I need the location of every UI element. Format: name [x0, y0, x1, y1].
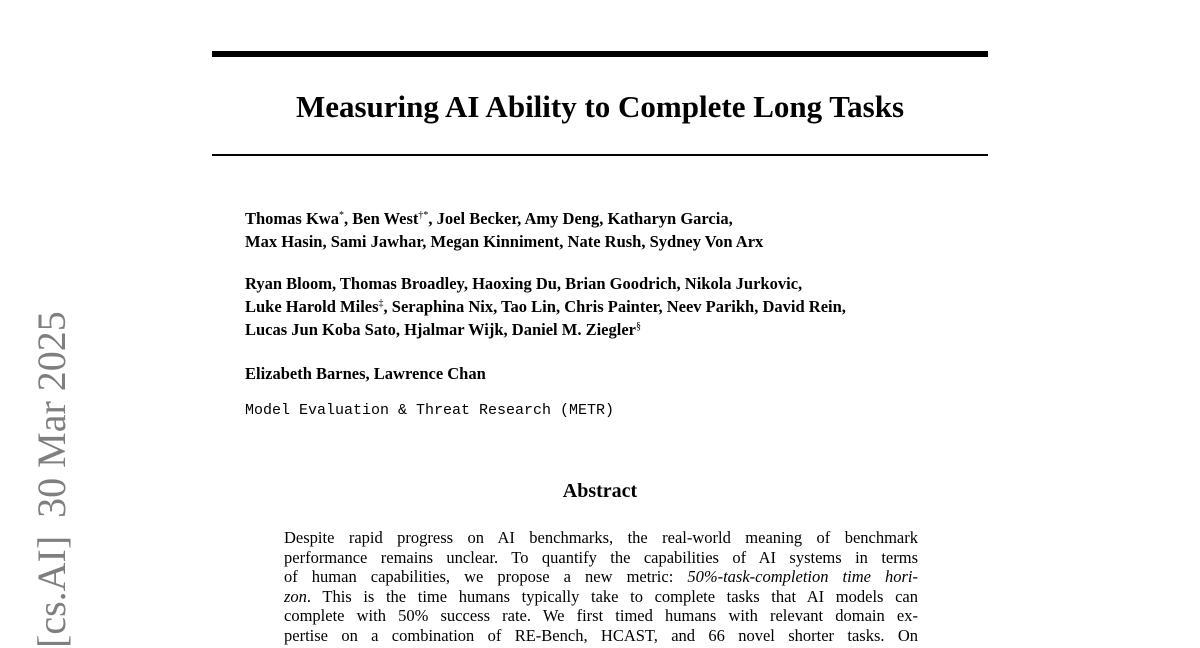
abstract-line: pertise on a combination of RE-Bench, HCAST, and 66 novel shorter tasks. On	[284, 625, 918, 645]
abstract-line: complete with 50% success rate. We first timed humans with relevant domain ex-	[284, 606, 918, 625]
author-text: Lucas Jun Koba Sato, Hjalmar Wijk, Daniel M. Ziegler	[245, 320, 636, 339]
author-line: Elizabeth Barnes, Lawrence Chan	[245, 364, 486, 383]
abstract-emphasis: 50%-task-completion time hori-	[687, 567, 918, 586]
abstract-heading: Abstract	[562, 480, 638, 502]
abstract-text: . This is the time humans typically take to complete tasks that AI models can	[306, 586, 918, 606]
author-line: Max Hasin, Sami Jawhar, Megan Kinniment, Nate Rush, Sydney Von Arx	[245, 232, 764, 251]
arxiv-category: [cs.AI]	[29, 535, 74, 648]
affiliation: Model Evaluation & Threat Research (METR)	[245, 402, 615, 419]
abstract-body	[284, 528, 918, 645]
abstract-text: of human capabilities, we propose a new metric:	[284, 567, 688, 586]
author-line: Ryan Bloom, Thomas Broadley, Haoxing Du, Brian Goodrich, Nikola Jurkovic,	[245, 274, 803, 293]
arxiv-date: 30 Mar 2025	[29, 311, 74, 518]
author-footnote-mark: *	[338, 210, 344, 221]
abstract-emphasis: zon	[284, 586, 307, 606]
abstract-line: Despite rapid progress on AI benchmarks, the real-world meaning of benchmark	[284, 528, 918, 547]
author-text: , Seraphina Nix, Tao Lin, Chris Painter, Neev Parikh, David Rein,	[383, 297, 846, 316]
author-text: , Ben West	[343, 209, 419, 228]
author-footnote-mark: ‡	[378, 298, 384, 309]
title-bottom-rule	[212, 154, 988, 156]
abstract-line	[284, 567, 918, 587]
author-group-1	[245, 207, 985, 253]
abstract-line: performance remains unclear. To quantify the capabilities of AI systems in terms	[284, 547, 918, 567]
author-text: , Joel Becker, Amy Deng, Katharyn Garcia,	[428, 209, 733, 228]
title-top-rule	[212, 51, 988, 57]
abstract-line	[284, 587, 918, 607]
paper-title: Measuring AI Ability to Complete Long Tasks	[295, 89, 905, 124]
author-text: Luke Harold Miles	[245, 297, 379, 316]
arxiv-identifier	[28, 311, 75, 648]
author-line	[245, 295, 985, 318]
author-footnote-mark: †*	[418, 210, 429, 221]
author-line	[245, 207, 985, 230]
author-text: Thomas Kwa	[245, 209, 339, 228]
author-line	[245, 318, 985, 341]
author-group-2	[245, 272, 985, 341]
author-footnote-mark: §	[635, 321, 641, 332]
author-group-3	[245, 362, 985, 385]
